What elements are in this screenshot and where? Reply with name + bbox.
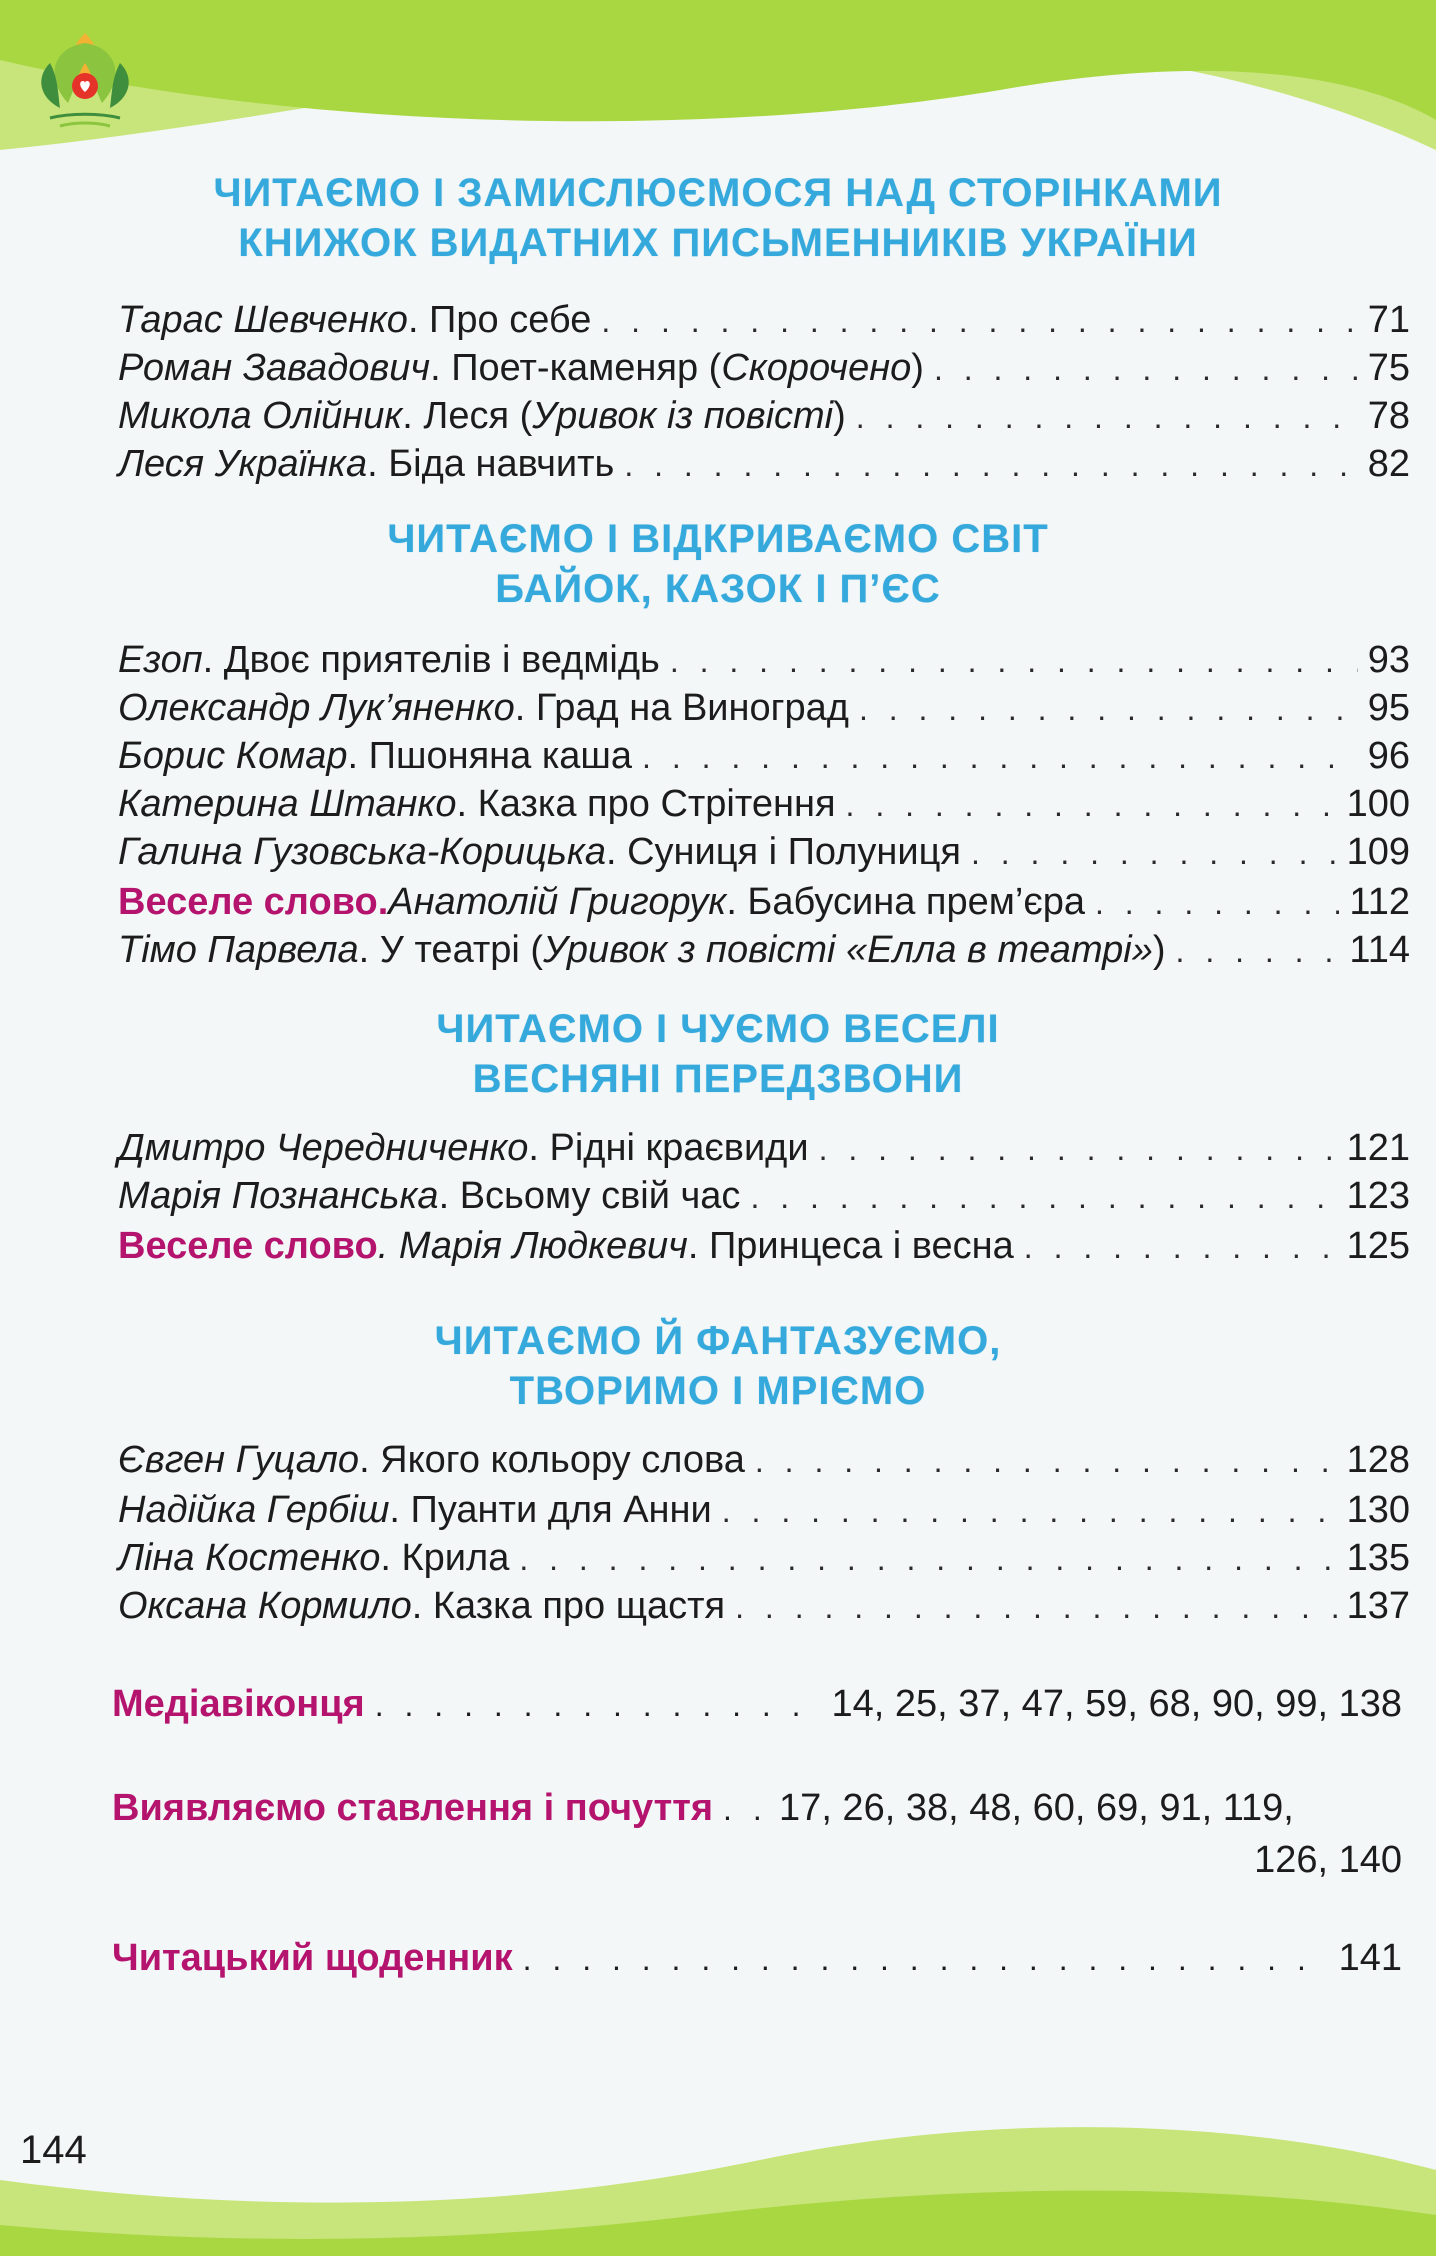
- entry-title: . Рідні краєвиди: [528, 1127, 809, 1169]
- toc-entry[interactable]: [118, 878, 1410, 926]
- toc-entry[interactable]: [118, 732, 1410, 780]
- index-pages: 141: [1338, 1937, 1402, 1979]
- dot-leader: [1024, 1223, 1337, 1271]
- toc-entry[interactable]: [118, 1172, 1410, 1220]
- index-label: Медіавіконця: [112, 1683, 365, 1725]
- dot-leader: [670, 637, 1358, 685]
- entry-author: Тімо Парвела: [118, 929, 359, 971]
- entry-author: Роман Завадович: [118, 347, 431, 389]
- entry-title: . Пшоняна каша: [347, 735, 633, 777]
- dot-leader: [519, 1535, 1336, 1583]
- dot-leader: [755, 1437, 1337, 1485]
- section-heading-line: ЧИТАЄМО І ВІДКРИВАЄМО СВІТ: [387, 517, 1049, 561]
- entry-tail: ): [833, 395, 846, 437]
- entry-page: 75: [1367, 347, 1410, 389]
- toc-entry[interactable]: [118, 1222, 1410, 1270]
- index-pages: 14, 25, 37, 47, 59, 68, 90, 99, 138: [831, 1683, 1402, 1725]
- dot-leader: [624, 441, 1357, 489]
- section-heading-line: ЧИТАЄМО І ЧУЄМО ВЕСЕЛІ: [436, 1007, 1000, 1051]
- index-media[interactable]: [112, 1680, 1402, 1729]
- entry-page: 96: [1367, 735, 1410, 777]
- index-label: Читацький щоденник: [112, 1937, 513, 1979]
- entry-page: 109: [1346, 831, 1410, 873]
- page-number: 144: [20, 2128, 87, 2172]
- entry-page: 125: [1346, 1225, 1410, 1267]
- entry-page: 114: [1349, 929, 1410, 971]
- folk-flower-ornament: [30, 18, 140, 148]
- dot-leader: [1095, 879, 1339, 927]
- entry-author: Тарас Шевченко: [118, 299, 408, 341]
- dot-leader: [856, 393, 1358, 441]
- dot-leader: [642, 733, 1358, 781]
- entry-title: . Біда навчить: [367, 443, 615, 485]
- entry-author: Ліна Костенко: [118, 1537, 381, 1579]
- entry-page: 78: [1367, 395, 1410, 437]
- entry-note: Уривок із повісті: [532, 395, 834, 437]
- toc-entry[interactable]: [118, 1124, 1410, 1172]
- entry-title: . Про себе: [407, 299, 592, 341]
- dot-leader: [1176, 927, 1340, 975]
- entry-page: 128: [1346, 1439, 1410, 1481]
- toc-entry[interactable]: [118, 344, 1410, 392]
- toc-entry[interactable]: [118, 828, 1410, 876]
- entry-author: Олександр Лук’яненко: [118, 687, 515, 729]
- toc-entry[interactable]: [118, 1486, 1410, 1534]
- toc-entry[interactable]: [118, 1534, 1410, 1582]
- entry-author: . Марія Людкевич: [377, 1225, 688, 1267]
- dot-leader: [723, 1785, 769, 1833]
- entry-title: . У театрі (: [358, 929, 544, 971]
- toc-entry[interactable]: [118, 392, 1410, 440]
- section-heading: [0, 1004, 1436, 1104]
- section-heading-line: БАЙОК, КАЗОК І П’ЄС: [495, 567, 941, 611]
- entry-title: . Суниця і Полуниця: [605, 831, 961, 873]
- entry-page: 121: [1346, 1127, 1410, 1169]
- index-label: Виявляємо ставлення і почуття: [112, 1787, 714, 1829]
- dot-leader: [971, 829, 1337, 877]
- index-feelings[interactable]: [112, 1784, 1402, 1833]
- entry-page: 135: [1346, 1537, 1410, 1579]
- entry-highlight: Веселе слово: [118, 1225, 378, 1267]
- dot-leader: [859, 685, 1358, 733]
- index-pages-continued: 126, 140: [1254, 1839, 1402, 1881]
- section-heading-line: КНИЖОК ВИДАТНИХ ПИСЬМЕННИКІВ УКРАЇНИ: [238, 221, 1198, 265]
- entry-author: Борис Комар: [118, 735, 348, 777]
- toc-entry[interactable]: [118, 440, 1410, 488]
- entry-author: Езоп: [118, 639, 203, 681]
- entry-title: . Казка про щастя: [411, 1585, 726, 1627]
- entry-author: Леся Українка: [118, 443, 368, 485]
- entry-note: Скорочено: [721, 347, 912, 389]
- entry-title: . Пуанти для Анни: [389, 1489, 712, 1531]
- section-heading: [0, 1316, 1436, 1416]
- entry-author: Дмитро Чередниченко: [118, 1127, 529, 1169]
- entry-page: 100: [1346, 783, 1410, 825]
- toc-entry[interactable]: [118, 1582, 1410, 1630]
- section-heading-line: ЧИТАЄМО І ЗАМИСЛЮЄМОСЯ НАД СТОРІНКАМИ: [213, 171, 1223, 215]
- entry-title: . Леся (: [402, 395, 533, 437]
- entry-title: . Град на Виноград: [514, 687, 849, 729]
- entry-page: 95: [1367, 687, 1410, 729]
- dot-leader: [722, 1487, 1337, 1535]
- entry-title: . Якого кольору слова: [359, 1439, 745, 1481]
- entry-tail: ): [911, 347, 924, 389]
- entry-title: . Крила: [380, 1537, 510, 1579]
- entry-page: 93: [1367, 639, 1410, 681]
- dot-leader: [375, 1681, 822, 1729]
- dot-leader: [735, 1583, 1336, 1631]
- entry-tail: ): [1152, 929, 1166, 971]
- dot-leader: [819, 1125, 1337, 1173]
- entry-title: . Принцеса і весна: [687, 1225, 1014, 1267]
- section-heading-line: ТВОРИМО І МРІЄМО: [509, 1369, 927, 1413]
- dot-leader: [750, 1173, 1336, 1221]
- dot-leader: [846, 781, 1337, 829]
- entry-title: . Казка про Стрітення: [456, 783, 836, 825]
- entry-author: Микола Олійник: [118, 395, 403, 437]
- entry-author: Галина Гузовська-Корицька: [118, 831, 606, 873]
- toc-entry[interactable]: [118, 684, 1410, 732]
- entry-author: Марія Познанська: [118, 1175, 439, 1217]
- entry-note: Уривок з повісті «Елла в театрі»: [543, 929, 1153, 971]
- dot-leader: [523, 1935, 1329, 1983]
- toc-entry[interactable]: [118, 296, 1410, 344]
- toc-entry[interactable]: [118, 636, 1410, 684]
- entry-page: 137: [1346, 1585, 1410, 1627]
- toc-entry[interactable]: [118, 1436, 1410, 1484]
- section-heading-line: ЧИТАЄМО Й ФАНТАЗУЄМО,: [434, 1319, 1002, 1363]
- entry-title: . Двоє приятелів і ведмідь: [202, 639, 660, 681]
- entry-title: . Бабусина прем’єра: [726, 881, 1085, 923]
- entry-author: Анатолій Григорук: [388, 881, 727, 923]
- entry-author: Оксана Кормило: [118, 1585, 412, 1627]
- entry-title: . Всьому свій час: [438, 1175, 741, 1217]
- index-pages: 17, 26, 38, 48, 60, 69, 91, 119,: [779, 1787, 1294, 1829]
- toc-entry[interactable]: [118, 926, 1410, 974]
- entry-author: Євген Гуцало: [118, 1439, 360, 1481]
- entry-page: 82: [1367, 443, 1410, 485]
- entry-highlight: Веселе слово.: [118, 881, 389, 923]
- entry-page: 130: [1346, 1489, 1410, 1531]
- index-diary[interactable]: [112, 1934, 1402, 1983]
- dot-leader: [934, 345, 1358, 393]
- section-heading-line: ВЕСНЯНІ ПЕРЕДЗВОНИ: [472, 1057, 964, 1101]
- entry-author: Катерина Штанко: [118, 783, 457, 825]
- section-heading: [0, 514, 1436, 614]
- entry-page: 123: [1346, 1175, 1410, 1217]
- entry-page: 71: [1367, 299, 1410, 341]
- toc-entry[interactable]: [118, 780, 1410, 828]
- section-heading: [0, 168, 1436, 268]
- dot-leader: [601, 297, 1357, 345]
- entry-author: Надійка Гербіш: [118, 1489, 390, 1531]
- entry-title: . Поет-каменяр (: [430, 347, 722, 389]
- entry-page: 112: [1349, 881, 1410, 923]
